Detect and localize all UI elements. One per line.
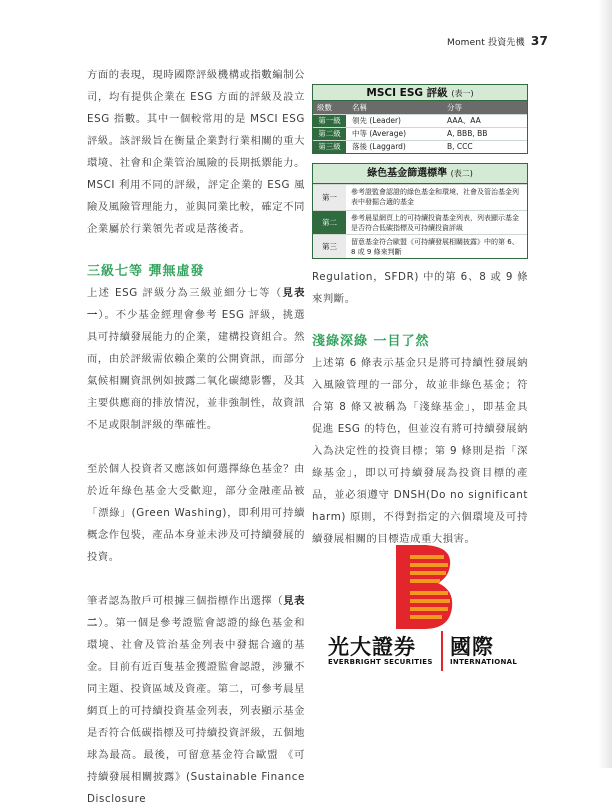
msci-col-level: 級數 — [313, 101, 346, 114]
left-paragraph-4 — [87, 590, 305, 810]
table1-reference: 見表一 — [87, 287, 306, 321]
para4-rest: ）。第一個是參考證監會認證的綠色基金和環境、社會及管治基金列表中發掘合適的基金。目前有近百隻基金獲證監會認證，涉獵不同主題、投資區域及資產。第二，可參考晨星網頁上的可持續投資基金列表，列表顯示基金是否符合低碳指標及可持續投資評級，五個地球為最高。最後，可留意基金符合歐盟 《可持續發展相關披露》(Sustainable Finance Disclosure — [87, 617, 305, 805]
para2-rest: ）。不少基金經理會參考 ESG 評級，挑選具可持續發展能力的企業，建構投資組合。然而，由於評級需依賴企業的公開資訊，而部分氣候相關資訊例如披露二氧化碳總影響，及其主要供應商的排放情況，並非強制性，故資訊不足或限制評級的準確性。 — [87, 309, 305, 431]
msci-level: 第二級 — [313, 127, 346, 140]
msci-col-grades: 分等 — [441, 101, 527, 114]
msci-grades: A, BBB, BB — [441, 127, 527, 140]
table-row — [313, 234, 527, 258]
left-paragraph-3: 至於個人投資者又應該如何選擇綠色基金？由於近年綠色基金大受歡迎，部分金融產品被「漂綠」(Green Washing)，即利用可持續概念作包裝，產品本身並未涉及可持續發展的投資。 — [87, 463, 305, 563]
logo-chinese-international: 國際 — [450, 635, 494, 659]
page-header — [447, 34, 548, 48]
table-row — [313, 140, 527, 153]
logo-chinese-name: 光大證券 — [328, 635, 416, 659]
msci-name: 領先 (Leader) — [346, 114, 441, 127]
right-paragraph-2: 上述第 6 條表示基金只是將可持續性發展納入風險管理的一部分，故並非綠色基金；符合第 8 條又被稱為「淺綠基金」，即基金具促進 ESG 的特色，但並沒有將可持續發展納入為決定性的投資目標；第 9 條則是指「深綠基金」，即以可持續發展為投資目標的產品，並必須遵守 DNSH(Do no significant harm) 原則，不得對指定的六個環境及可持續發展相關的目標造成重大損害。 — [312, 357, 528, 545]
table-row — [313, 127, 527, 140]
criteria-text: 參考證監會認證的綠色基金和環境、社會及管治基金列表中發掘合適的基金 — [351, 188, 519, 206]
msci-grades: AAA、AA — [441, 114, 527, 127]
green-table-ref: (表二) — [450, 169, 473, 178]
msci-header-row — [313, 101, 527, 114]
page-edge-shadow — [598, 0, 612, 768]
table-row — [313, 184, 527, 210]
table2-reference: 見表二 — [87, 595, 305, 629]
criteria-text: 參考晨星網頁上的可持續投資基金列表，列表顯示基金是否符合低碳指標及可持續投資評級 — [351, 214, 519, 232]
msci-name: 落後 (Laggard) — [346, 140, 441, 153]
criteria-text: 留意基金符合歐盟《可持續發展相關披露》中的第 6、8 或 9 條來判斷 — [351, 238, 519, 256]
green-title-text: 綠色基金篩選標準 — [367, 168, 448, 179]
logo-english-international: INTERNATIONAL — [450, 658, 518, 666]
right-column — [312, 266, 528, 550]
right-paragraph-1: Regulation，SFDR) 中的第 6、8 或 9 條來判斷。 — [312, 271, 528, 305]
para4-start: 筆者認為散戶可根據三個指標作出選擇（ — [87, 595, 284, 607]
section-heading-1: 三級七等 彈無虛發 — [87, 264, 205, 279]
left-paragraph-1: 方面的表現，現時國際評級機構或指數編制公司，均有提供企業在 ESG 方面的評級及設立 ESG 指數。其中一個較常用的是 MSCI ESG 評級。該評級旨在衡量企業對行業相關的重大環境、社會和企業管治風險的長期抵禦能力。MSCI 利用不同的評級，評定企業的 ESG 風險及風險管理能力，並與同業比較，確定不同企業屬於行業領先者或是落後者。 — [87, 69, 305, 235]
msci-level: 第三級 — [313, 140, 346, 153]
msci-table-ref: (表一) — [451, 89, 474, 98]
logo-divider — [441, 631, 443, 671]
msci-name: 中等 (Average) — [346, 127, 441, 140]
msci-level: 第一級 — [313, 114, 346, 127]
table-row — [313, 210, 527, 234]
criteria-label: 第三 — [313, 235, 346, 258]
green-fund-criteria-table — [312, 163, 528, 259]
everbright-logo — [322, 545, 532, 675]
everbright-b-mark-icon — [396, 545, 454, 629]
logo-english-name: EVERBRIGHT SECURITIES — [328, 658, 433, 666]
criteria-label: 第一 — [313, 185, 346, 210]
left-column — [87, 64, 305, 810]
msci-esg-rating-table — [312, 84, 528, 154]
green-table-title — [313, 164, 527, 184]
criteria-label: 第二 — [313, 211, 346, 234]
left-paragraph-2 — [87, 282, 305, 436]
msci-col-name: 名稱 — [346, 101, 441, 114]
para2-start: 上述 ESG 評級分為三級並細分七等（ — [87, 287, 283, 299]
section-heading-2: 淺綠深綠 一目了然 — [312, 334, 430, 349]
msci-table-title — [313, 85, 527, 101]
page-number: 37 — [530, 34, 548, 48]
msci-table-body — [313, 101, 527, 153]
msci-title-text: MSCI ESG 評級 — [366, 87, 448, 99]
table-row — [313, 114, 527, 127]
msci-grades: B, CCC — [441, 140, 527, 153]
magazine-title: Moment 投資先機 — [447, 38, 525, 48]
